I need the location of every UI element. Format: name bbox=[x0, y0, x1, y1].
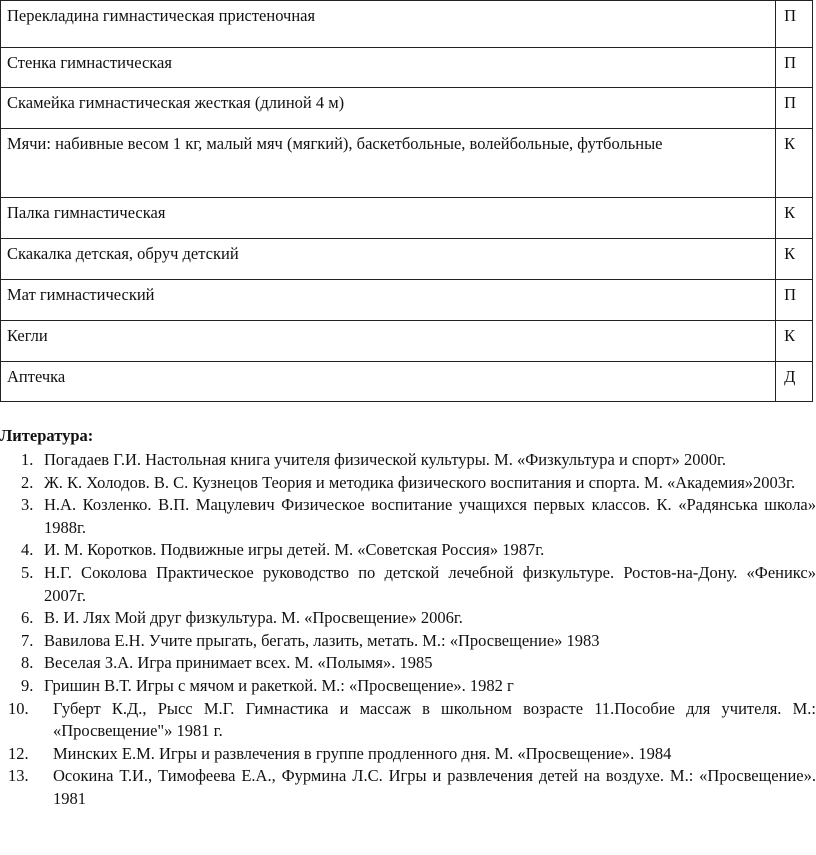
literature-section bbox=[0, 425, 816, 811]
equipment-code: П bbox=[776, 48, 813, 88]
reference-number: 3. bbox=[21, 495, 34, 515]
reference-number: 12. bbox=[8, 743, 29, 763]
reference-number: 5. bbox=[21, 562, 34, 582]
table-row bbox=[1, 362, 813, 402]
table-row bbox=[1, 239, 813, 280]
equipment-name: Перекладина гимнастическая пристеночная bbox=[1, 1, 776, 48]
equipment-code: К bbox=[776, 239, 813, 280]
reference-number: 8. bbox=[21, 653, 34, 673]
equipment-code: К bbox=[776, 321, 813, 362]
table-row bbox=[1, 198, 813, 239]
reference-number: 10. bbox=[8, 698, 29, 718]
list-item bbox=[0, 675, 816, 698]
reference-text: Веселая З.А. Игра принимает всех. М. «Полымя». 1985 bbox=[44, 653, 433, 673]
table-row bbox=[1, 321, 813, 362]
reference-number: 2. bbox=[21, 472, 34, 492]
equipment-name: Скакалка детская, обруч детский bbox=[1, 239, 776, 280]
reference-text: Губерт К.Д., Рысс М.Г. Гимнастика и массаж в школьном возрасте 11.Пособие для учителя. М.: «Просвещение"» 1981 г. bbox=[53, 698, 816, 741]
equipment-code: К bbox=[776, 198, 813, 239]
reference-text: И. М. Коротков. Подвижные игры детей. М. «Советская Россия» 1987г. bbox=[44, 540, 545, 560]
reference-text: Погадаев Г.И. Настольная книга учителя физической культуры. М. «Физкультура и спорт» 2000г. bbox=[44, 450, 726, 469]
reference-text: Н.Г. Соколова Практическое руководство по детской лечебной физкультуре. Ростов-на-Дону. «Феникс» 2007г. bbox=[44, 562, 816, 605]
list-item bbox=[0, 562, 816, 607]
reference-text: Ж. К. Холодов. В. С. Кузнецов Теория и методика физического воспитания и спорта. М. «Академия»2003г. bbox=[44, 472, 796, 492]
list-item bbox=[0, 449, 816, 472]
equipment-code: К bbox=[776, 129, 813, 198]
equipment-code: П bbox=[776, 1, 813, 48]
reference-number: 13. bbox=[8, 766, 29, 786]
list-item bbox=[0, 652, 816, 675]
reference-text: Минских Е.М. Игры и развлечения в группе продленного дня. М. «Просвещение». 1984 bbox=[53, 743, 672, 763]
reference-text: Осокина Т.И., Тимофеева Е.А., Фурмина Л.С. Игры и развлечения детей на воздухе. М.: «Просвещение». 1981 bbox=[53, 766, 816, 808]
reference-text: В. И. Лях Мой друг физкультура. М. «Просвещение» 2006г. bbox=[44, 608, 463, 628]
equipment-name: Стенка гимнастическая bbox=[1, 48, 776, 88]
reference-number: 9. bbox=[21, 675, 34, 695]
table-row bbox=[1, 1, 813, 48]
equipment-name: Аптечка bbox=[1, 362, 776, 402]
list-item bbox=[0, 765, 816, 810]
list-item bbox=[0, 630, 816, 653]
list-item bbox=[0, 698, 816, 743]
list-item bbox=[0, 472, 816, 495]
equipment-name: Палка гимнастическая bbox=[1, 198, 776, 239]
list-item bbox=[0, 743, 816, 766]
equipment-code: П bbox=[776, 280, 813, 321]
reference-text: Н.А. Козленко. В.П. Мацулевич Физическое воспитание учащихся первых классов. К. «Радянська школа» 1988г. bbox=[44, 495, 816, 537]
table-row bbox=[1, 48, 813, 88]
reference-number: 7. bbox=[21, 630, 34, 650]
table-row bbox=[1, 129, 813, 198]
reference-number: 1. bbox=[21, 450, 34, 469]
reference-number: 4. bbox=[21, 540, 34, 560]
equipment-name: Мат гимнастический bbox=[1, 280, 776, 321]
literature-heading: Литература: bbox=[0, 426, 94, 445]
equipment-code: П bbox=[776, 88, 813, 129]
list-item bbox=[0, 494, 816, 539]
list-item bbox=[0, 607, 816, 630]
table-row bbox=[1, 280, 813, 321]
reference-number: 6. bbox=[21, 608, 34, 628]
reference-list bbox=[0, 449, 816, 811]
table-row bbox=[1, 88, 813, 129]
reference-text: Гришин В.Т. Игры с мячом и ракеткой. М.: «Просвещение». 1982 г bbox=[44, 675, 514, 695]
equipment-name: Кегли bbox=[1, 321, 776, 362]
reference-text: Вавилова Е.Н. Учите прыгать, бегать, лазить, метать. М.: «Просвещение» 1983 bbox=[44, 630, 600, 650]
list-item bbox=[0, 539, 816, 562]
equipment-code: Д bbox=[776, 362, 813, 402]
equipment-table bbox=[0, 0, 813, 402]
equipment-name: Мячи: набивные весом 1 кг, малый мяч (мягкий), баскетбольные, волейбольные, футбольные bbox=[1, 129, 776, 198]
equipment-name: Скамейка гимнастическая жесткая (длиной 4 м) bbox=[1, 88, 776, 129]
